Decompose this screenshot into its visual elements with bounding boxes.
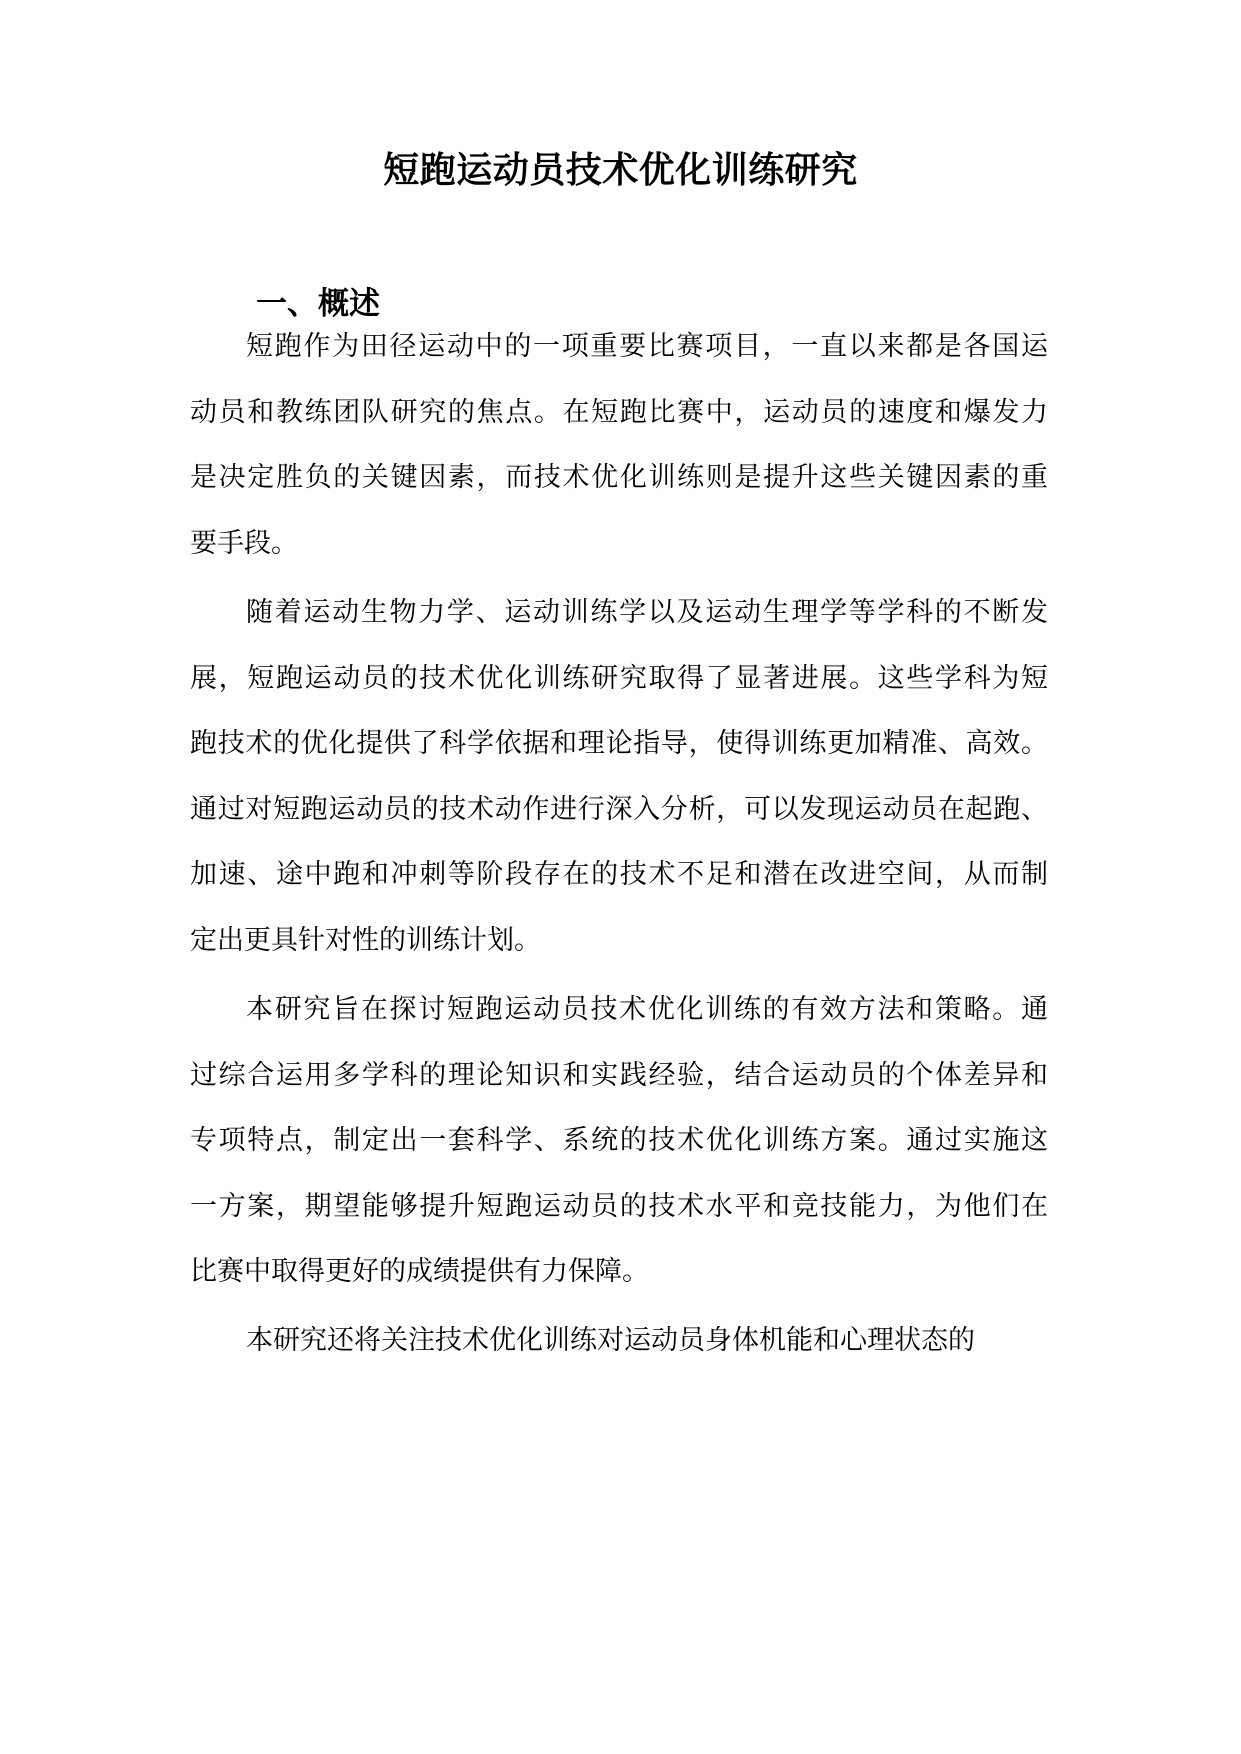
section-heading: 一、概述 bbox=[256, 286, 380, 322]
paragraph-line: 要手段。 bbox=[190, 528, 298, 559]
paragraph-line: 随着运动生物力学、运动训练学以及运动生理学等学科的不断发 bbox=[246, 597, 1048, 628]
paragraph-line: 一方案，期望能够提升短跑运动员的技术水平和竞技能力，为他们在 bbox=[190, 1191, 1048, 1222]
paragraph-line: 过综合运用多学科的理论知识和实践经验，结合运动员的个体差异和 bbox=[190, 1060, 1048, 1091]
paragraph-line: 动员和教练团队研究的焦点。在短跑比赛中，运动员的速度和爆发力 bbox=[190, 397, 1048, 428]
document-title: 短跑运动员技术优化训练研究 bbox=[383, 149, 858, 191]
paragraph-line: 加速、途中跑和冲刺等阶段存在的技术不足和潜在改进空间，从而制 bbox=[190, 859, 1048, 890]
paragraph-line: 是决定胜负的关键因素，而技术优化训练则是提升这些关键因素的重 bbox=[190, 462, 1048, 493]
paragraph-line: 定出更具针对性的训练计划。 bbox=[190, 925, 541, 956]
paragraph-line: 本研究还将关注技术优化训练对运动员身体机能和心理状态的 bbox=[246, 1325, 975, 1356]
paragraph-line: 本研究旨在探讨短跑运动员技术优化训练的有效方法和策略。通 bbox=[246, 994, 1048, 1025]
paragraph-line: 跑技术的优化提供了科学依据和理论指导，使得训练更加精准、高效。 bbox=[190, 728, 1048, 759]
paragraph-line: 比赛中取得更好的成绩提供有力保障。 bbox=[190, 1256, 649, 1287]
paragraph-line: 短跑作为田径运动中的一项重要比赛项目，一直以来都是各国运 bbox=[246, 331, 1048, 362]
paragraph-line: 展，短跑运动员的技术优化训练研究取得了显著进展。这些学科为短 bbox=[190, 663, 1048, 694]
paragraph-line: 专项特点，制定出一套科学、系统的技术优化训练方案。通过实施这 bbox=[190, 1125, 1048, 1156]
paragraph-line: 通过对短跑运动员的技术动作进行深入分析，可以发现运动员在起跑、 bbox=[190, 794, 1048, 825]
